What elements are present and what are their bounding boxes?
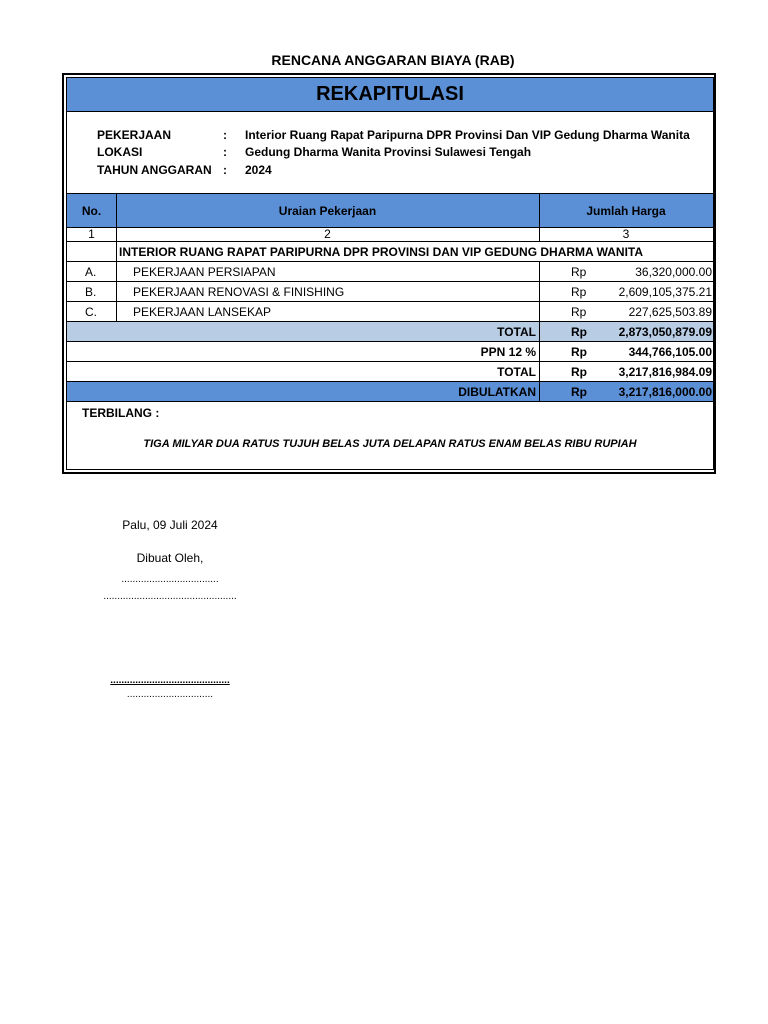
- summary-row-dibulatkan: [67, 382, 713, 402]
- summary-rp: Rp: [571, 364, 587, 379]
- signer-nip-line: ...............................: [126, 689, 214, 700]
- item-uraian: PEKERJAAN PERSIAPAN: [133, 264, 276, 279]
- section-title-row: [67, 242, 713, 262]
- place-date: Palu, 09 Juli 2024: [122, 518, 218, 532]
- info-row-pekerjaan: [97, 128, 697, 144]
- info-colon: :: [223, 128, 227, 142]
- item-uraian: PEKERJAAN RENOVASI & FINISHING: [133, 284, 345, 299]
- header-jumlah: Jumlah Harga: [586, 203, 666, 218]
- terbilang-text: TIGA MILYAR DUA RATUS TUJUH BELAS JUTA DELAPAN RATUS ENAM BELAS RIBU RUPIAH: [143, 438, 637, 450]
- rekap-inner-frame: [66, 77, 714, 470]
- terbilang-label: TERBILANG :: [82, 406, 160, 420]
- item-rp: Rp: [571, 304, 587, 319]
- info-label: PEKERJAAN: [97, 128, 172, 142]
- info-colon: :: [223, 145, 227, 159]
- info-colon: :: [223, 163, 227, 177]
- item-no: A.: [85, 264, 97, 279]
- info-value: 2024: [245, 163, 272, 177]
- document-title: RENCANA ANGGARAN BIAYA (RAB): [271, 52, 515, 68]
- info-value: Gedung Dharma Wanita Provinsi Sulawesi Tengah: [245, 145, 532, 159]
- info-row-lokasi: [97, 145, 697, 161]
- item-amount: 227,625,503.89: [628, 304, 712, 319]
- item-amount: 2,609,105,375.21: [618, 284, 712, 299]
- summary-label: DIBULATKAN: [458, 384, 536, 399]
- signer-name-line: ...........................................: [110, 675, 230, 686]
- signer-office-line: ................................................: [103, 591, 237, 602]
- summary-label: TOTAL: [497, 364, 536, 379]
- item-no: C.: [85, 304, 97, 319]
- summary-label: TOTAL: [497, 324, 536, 339]
- colnum-2: 2: [324, 227, 331, 241]
- colnum-3: 3: [622, 227, 630, 241]
- summary-rp: Rp: [571, 384, 587, 399]
- summary-row-grand-total: [67, 362, 713, 382]
- item-rp: Rp: [571, 264, 587, 279]
- summary-amount: 344,766,105.00: [628, 344, 712, 359]
- table-row: [67, 262, 713, 282]
- summary-amount: 3,217,816,000.00: [618, 384, 712, 399]
- header-uraian: Uraian Pekerjaan: [278, 203, 377, 218]
- item-uraian: PEKERJAAN LANSEKAP: [133, 304, 272, 319]
- made-by-label: Dibuat Oleh,: [136, 551, 204, 565]
- summary-amount: 3,217,816,984.09: [618, 364, 712, 379]
- summary-amount: 2,873,050,879.09: [618, 324, 712, 339]
- info-value: Interior Ruang Rapat Paripurna DPR Provinsi Dan VIP Gedung Dharma Wanita: [245, 128, 690, 142]
- table-header-row: [67, 193, 713, 228]
- table-row: [67, 282, 713, 302]
- column-number-row: [67, 227, 713, 242]
- info-row-tahun: [97, 163, 697, 179]
- summary-rp: Rp: [571, 324, 587, 339]
- table-row: [67, 302, 713, 322]
- summary-rp: Rp: [571, 344, 587, 359]
- header-no: No.: [81, 203, 102, 218]
- summary-row-total: [67, 322, 713, 342]
- item-amount: 36,320,000.00: [635, 264, 712, 279]
- rekap-frame: [62, 73, 716, 474]
- info-label: LOKASI: [97, 145, 143, 159]
- info-label: TAHUN ANGGARAN: [97, 163, 212, 177]
- summary-row-ppn: [67, 342, 713, 362]
- rekapitulasi-banner: REKAPITULASI: [67, 78, 713, 112]
- section-title: INTERIOR RUANG RAPAT PARIPURNA DPR PROVINSI DAN VIP GEDUNG DHARMA WANITA: [119, 244, 644, 259]
- summary-label: PPN 12 %: [480, 344, 536, 359]
- item-rp: Rp: [571, 284, 587, 299]
- colnum-1: 1: [88, 227, 95, 241]
- item-no: B.: [85, 284, 97, 299]
- signer-title-line: ...................................: [121, 574, 219, 585]
